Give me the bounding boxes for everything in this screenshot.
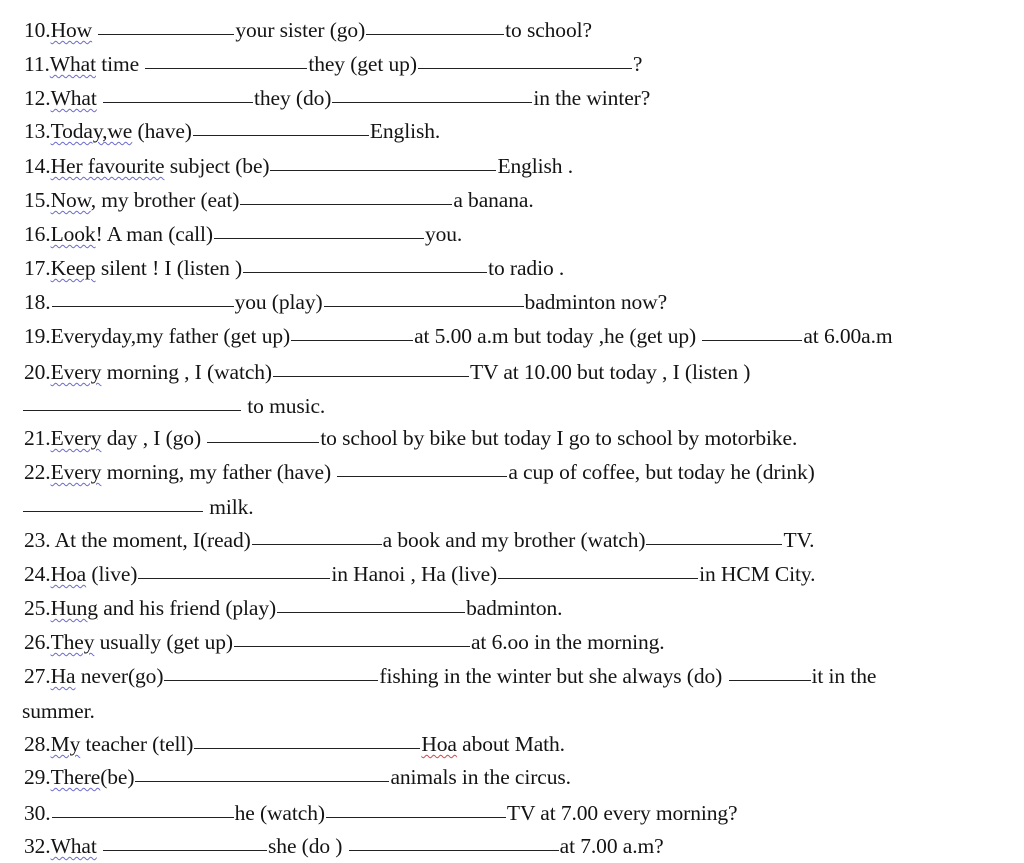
item-text: they (do): [254, 86, 332, 110]
exercise-line-30: [24, 796, 737, 830]
item-number: 18.: [24, 290, 51, 314]
item-text: never(go): [75, 664, 164, 688]
item-text: time: [95, 52, 145, 76]
exercise-line-22-cont: [22, 490, 254, 524]
item-text: morning , I (watch): [101, 360, 272, 384]
item-text: English.: [369, 119, 441, 143]
item-text: TV.: [783, 528, 815, 552]
item-text: ?: [632, 52, 643, 76]
answer-blank[interactable]: [103, 850, 267, 851]
item-number: 25.: [24, 596, 51, 620]
item-number: 32.: [24, 834, 51, 858]
item-word: Keep: [50, 256, 96, 280]
item-number: 27.: [24, 664, 51, 688]
item-text: in the winter?: [533, 86, 651, 110]
item-text: to school?: [505, 18, 592, 42]
item-text: it in the: [811, 664, 877, 688]
exercise-line-20-cont: [22, 389, 325, 423]
item-text: ! A man (call): [95, 222, 213, 246]
exercise-line-20: [24, 355, 750, 389]
answer-blank[interactable]: [52, 306, 234, 307]
item-number: 10.: [24, 18, 51, 42]
item-word: What: [49, 52, 96, 76]
item-word: Every: [50, 360, 102, 384]
item-text: and his friend (play): [97, 596, 277, 620]
item-text: silent ! I (listen ): [95, 256, 243, 280]
item-number: 11.: [24, 52, 50, 76]
item-word: What: [50, 86, 97, 110]
item-text: they (get up): [308, 52, 417, 76]
item-number: 19.: [24, 324, 51, 348]
exercise-line-27: [24, 659, 876, 693]
answer-blank[interactable]: [326, 817, 506, 818]
item-text: at 6.oo in the morning.: [470, 630, 665, 654]
item-text: English .: [497, 154, 573, 178]
answer-blank[interactable]: [291, 340, 413, 341]
item-number: 22.: [24, 460, 51, 484]
item-text: a banana.: [453, 188, 534, 212]
exercise-line-13: [24, 114, 440, 148]
item-text: (have): [132, 119, 192, 143]
item-text: day , I (go): [101, 426, 202, 450]
item-text: at 6.00a.m: [803, 324, 893, 348]
item-word: Ha: [50, 664, 76, 688]
item-text: , my brother (eat): [90, 188, 240, 212]
item-text: usually (get up): [94, 630, 233, 654]
item-text: you.: [424, 222, 463, 246]
answer-blank[interactable]: [103, 102, 253, 103]
item-word: How: [50, 18, 93, 42]
item-text: in HCM City.: [699, 562, 816, 586]
item-text: to radio .: [488, 256, 565, 280]
item-number: 23.: [24, 528, 51, 552]
answer-blank[interactable]: [23, 511, 203, 512]
item-text: at 5.00 a.m but today ,he (get up): [414, 324, 697, 348]
item-word: Every: [50, 460, 102, 484]
item-number: 17.: [24, 256, 51, 280]
exercise-line-22: [24, 455, 815, 489]
item-text: fishing in the winter but she always (do): [379, 664, 723, 688]
item-text: in Hanoi , Ha (live): [331, 562, 498, 586]
item-text: milk.: [209, 495, 254, 519]
exercise-line-29: [24, 760, 571, 794]
answer-blank[interactable]: [23, 410, 241, 411]
answer-blank[interactable]: [418, 68, 632, 69]
answer-blank[interactable]: [498, 578, 698, 579]
item-text: about Math.: [456, 732, 565, 756]
answer-blank[interactable]: [207, 442, 319, 443]
answer-blank[interactable]: [145, 68, 307, 69]
item-text: animals in the circus.: [390, 765, 571, 789]
exercise-line-28: [24, 727, 565, 761]
answer-blank[interactable]: [52, 817, 234, 818]
exercise-line-23: [24, 523, 814, 557]
answer-blank[interactable]: [273, 376, 469, 377]
exercise-line-32: [24, 829, 664, 863]
answer-blank[interactable]: [193, 135, 369, 136]
exercise-line-24: [24, 557, 815, 591]
item-number: 15.: [24, 188, 51, 212]
answer-blank[interactable]: [324, 306, 524, 307]
item-number: 24.: [24, 562, 51, 586]
item-word: There: [50, 765, 101, 789]
exercise-line-12: [24, 81, 650, 115]
answer-blank[interactable]: [252, 544, 382, 545]
item-text: badminton.: [466, 596, 563, 620]
item-word: Now: [50, 188, 91, 212]
item-word: Today,we: [50, 119, 133, 143]
item-number: 14.: [24, 154, 51, 178]
answer-blank[interactable]: [243, 272, 487, 273]
item-text: morning, my father (have): [101, 460, 332, 484]
item-word: Hung: [50, 596, 98, 620]
exercise-line-16: [24, 217, 462, 251]
exercise-line-26: [24, 625, 665, 659]
exercise-line-15: [24, 183, 534, 217]
item-text: badminton now?: [524, 290, 668, 314]
exercise-line-17: [24, 251, 564, 285]
item-number: 21.: [24, 426, 51, 450]
item-word: Hoa: [421, 732, 457, 756]
item-number: 29.: [24, 765, 51, 789]
item-word: Look: [50, 222, 96, 246]
exercise-line-18: [24, 285, 667, 319]
item-text: to school by bike but today I go to school by motorbike.: [320, 426, 798, 450]
item-text: subject (be): [164, 154, 270, 178]
item-text: to music.: [247, 394, 326, 418]
item-number: 12.: [24, 86, 51, 110]
item-text: at 7.00 a.m?: [559, 834, 664, 858]
item-text: teacher (tell): [80, 732, 194, 756]
answer-blank[interactable]: [729, 680, 811, 681]
item-number: 20.: [24, 360, 51, 384]
item-text: your sister (go): [235, 18, 366, 42]
item-text: TV at 10.00 but today , I (listen ): [469, 360, 751, 384]
item-text: (be): [100, 765, 135, 789]
answer-blank[interactable]: [98, 34, 234, 35]
exercise-line-19: [24, 319, 893, 353]
answer-blank[interactable]: [194, 748, 420, 749]
answer-blank[interactable]: [240, 204, 452, 205]
answer-blank[interactable]: [366, 34, 504, 35]
exercise-line-27-cont: [22, 694, 95, 728]
exercise-line-11: [24, 47, 642, 81]
exercise-line-14: [24, 149, 573, 183]
item-text: Everyday,my father (get up): [50, 324, 291, 348]
item-word: They: [50, 630, 95, 654]
answer-blank[interactable]: [337, 476, 507, 477]
answer-blank[interactable]: [164, 680, 378, 681]
answer-blank[interactable]: [270, 170, 496, 171]
item-word: Her favourite: [50, 154, 165, 178]
item-number: 30.: [24, 801, 51, 825]
exercise-line-25: [24, 591, 562, 625]
item-number: 16.: [24, 222, 51, 246]
item-text: a book and my brother (watch): [382, 528, 646, 552]
answer-blank[interactable]: [135, 781, 389, 782]
answer-blank[interactable]: [277, 612, 465, 613]
item-word: Hoa: [50, 562, 87, 586]
item-text: At the moment, I(read): [50, 528, 251, 552]
answer-blank[interactable]: [332, 102, 532, 103]
item-text: she (do ): [268, 834, 343, 858]
item-number: 13.: [24, 119, 51, 143]
item-word: What: [50, 834, 97, 858]
exercise-line-21: [24, 421, 797, 455]
answer-blank[interactable]: [349, 850, 559, 851]
item-text: you (play): [234, 290, 323, 314]
answer-blank[interactable]: [646, 544, 782, 545]
item-text: a cup of coffee, but today he (drink): [508, 460, 815, 484]
item-word: Every: [50, 426, 102, 450]
item-number: 26.: [24, 630, 51, 654]
answer-blank[interactable]: [138, 578, 330, 579]
answer-blank[interactable]: [234, 646, 470, 647]
exercise-line-10: [24, 13, 592, 47]
item-text: (live): [86, 562, 138, 586]
item-text: TV at 7.00 every morning?: [506, 801, 738, 825]
answer-blank[interactable]: [702, 340, 802, 341]
item-text: summer.: [22, 699, 95, 723]
item-word: My: [50, 732, 81, 756]
item-text: he (watch): [234, 801, 325, 825]
answer-blank[interactable]: [214, 238, 424, 239]
item-number: 28.: [24, 732, 51, 756]
